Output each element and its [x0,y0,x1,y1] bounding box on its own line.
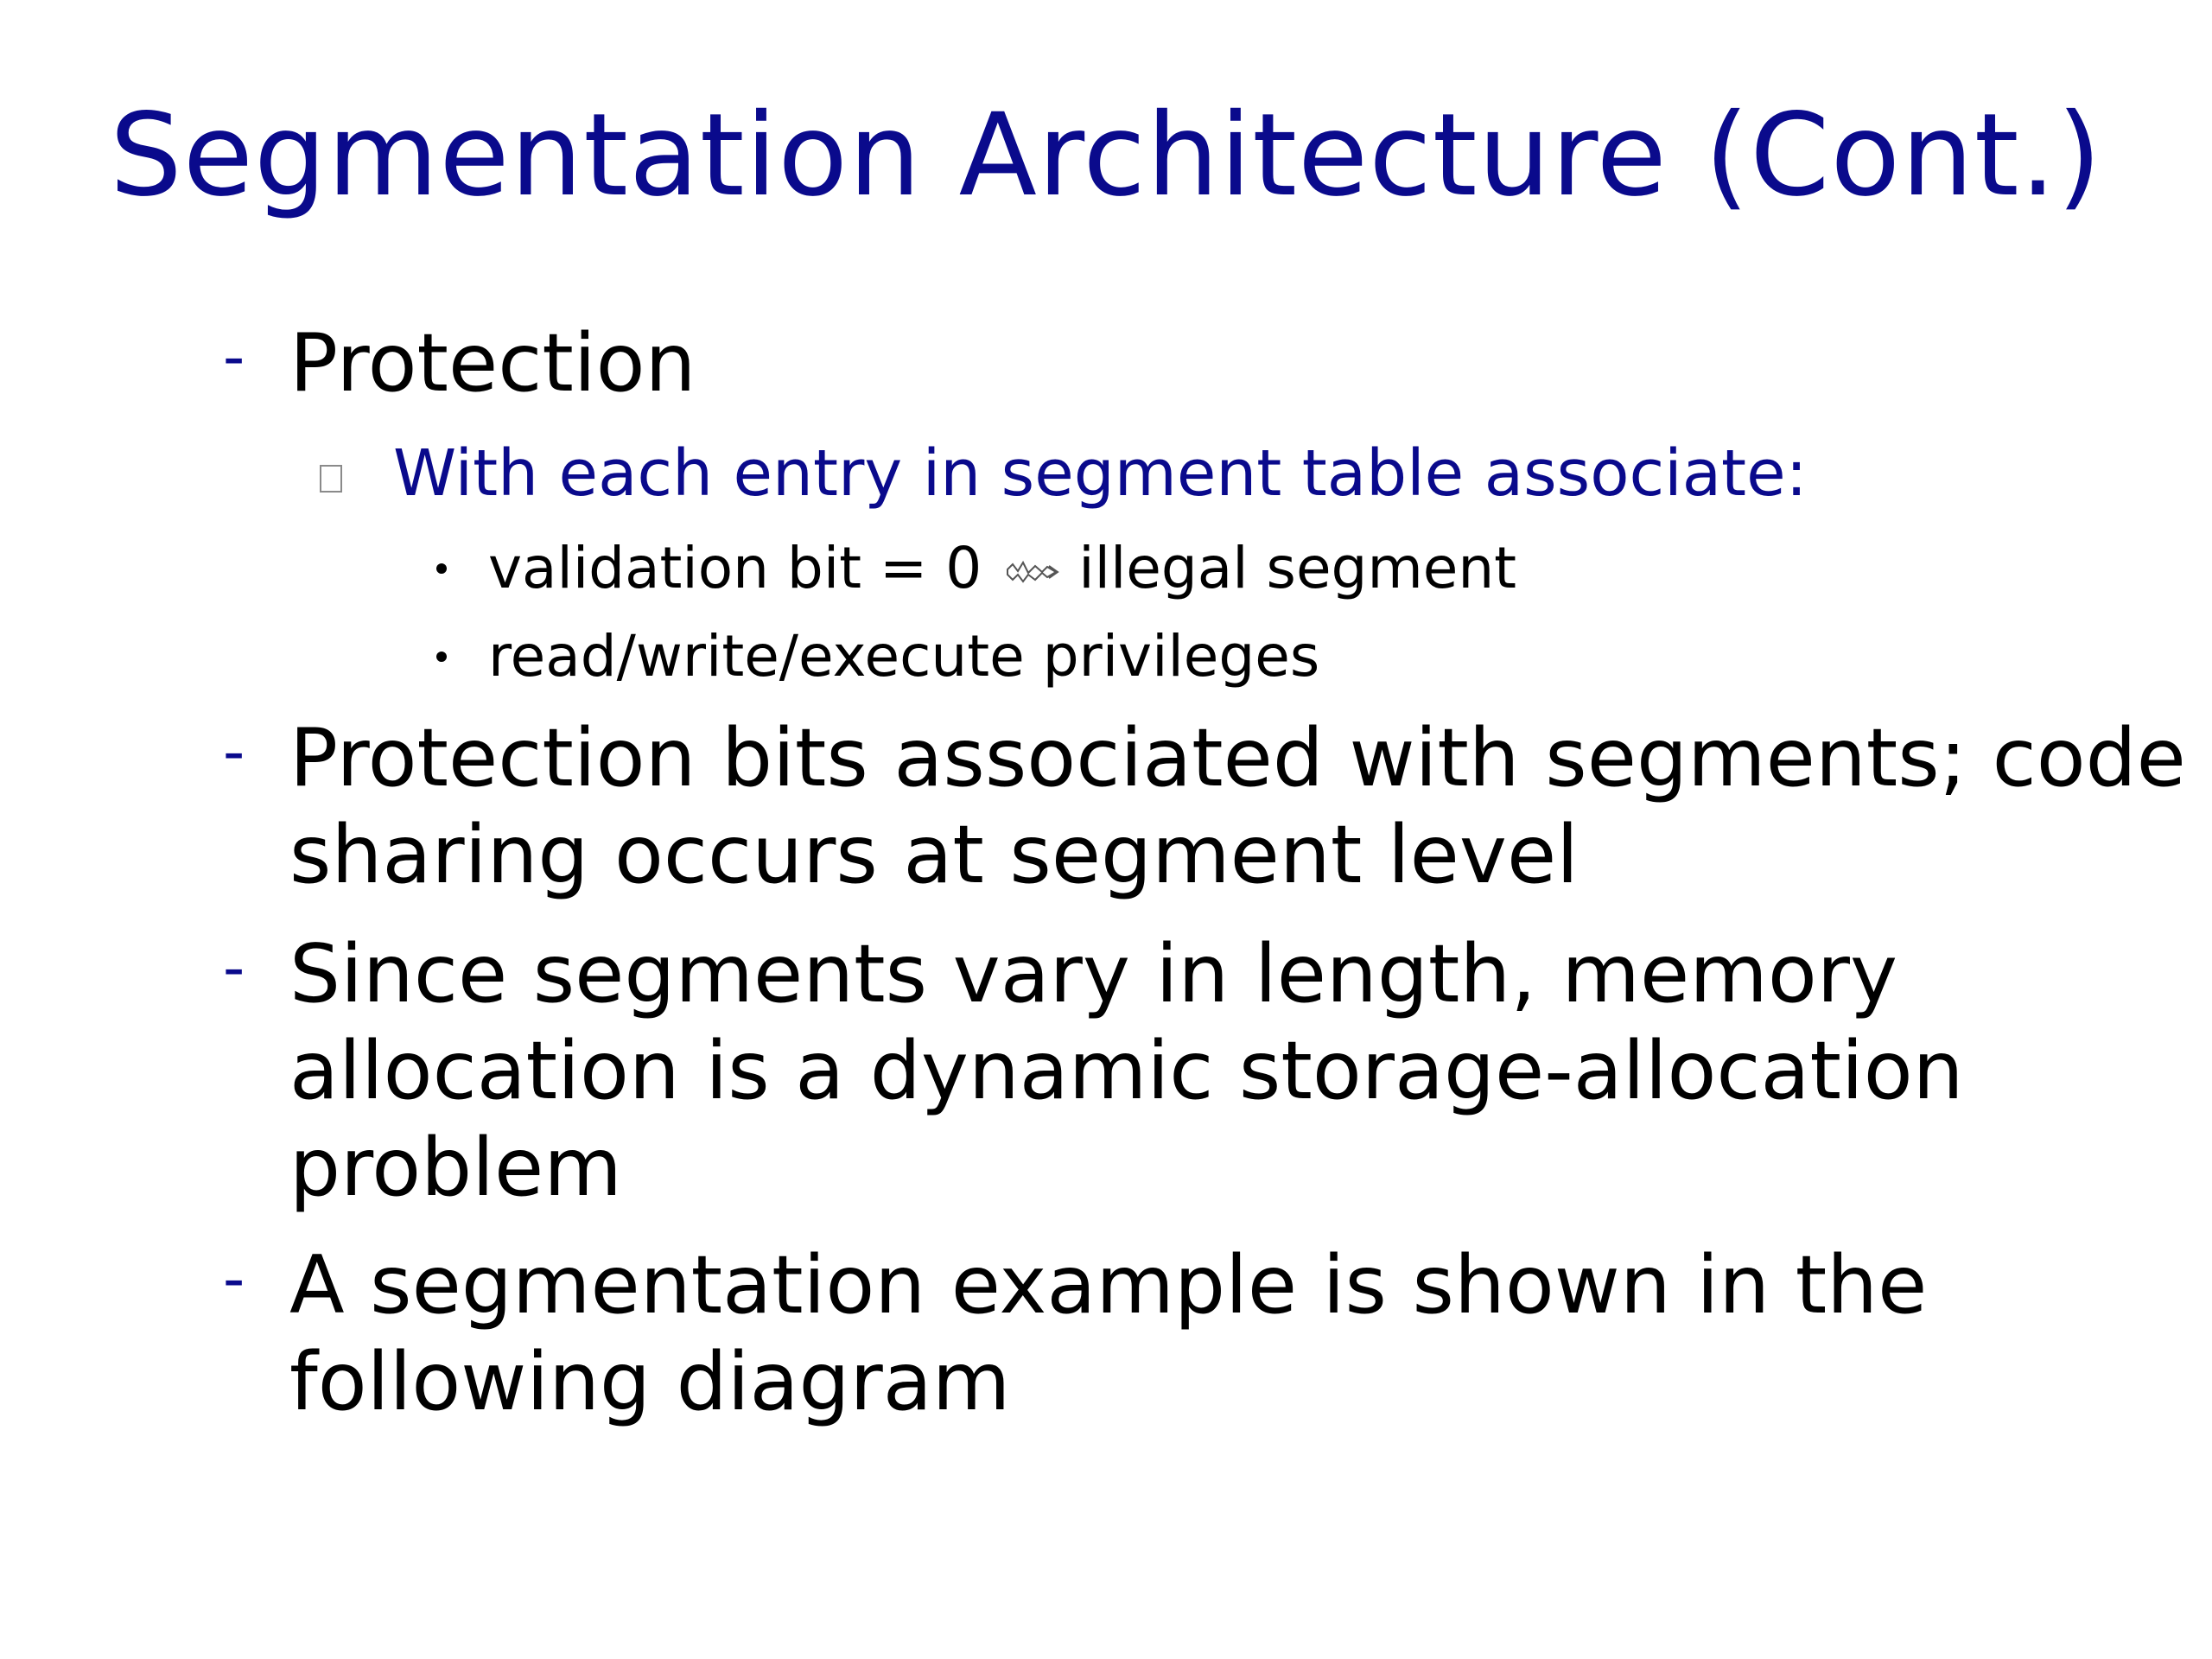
sub-sub-bullet-privileges: read/write/execute privileges [488,623,1320,690]
missing-glyph-box-icon [320,465,342,493]
bullet-text-line-2: sharing occurs at segment level [289,808,1579,901]
slide-title: Segmentation Architecture (Cont.) [109,89,2103,222]
sub-sub-bullet-validation [488,534,1516,603]
bullet-text: Protection [289,316,696,410]
dot-bullet-icon [436,652,447,662]
dash-bullet-icon: - [223,1243,245,1314]
illegal-segment-text: illegal segment [1078,535,1517,601]
bullet-text-line-1: Since segments vary in length, memory [289,927,1897,1020]
dash-bullet-icon: - [223,932,245,1003]
dash-bullet-icon: - [223,321,245,392]
bullet-text-line-2: allocation is a dynamic storage-allocation [289,1024,1964,1117]
dot-bullet-icon [436,563,447,574]
validation-bit-text: validation bit = 0 [488,535,982,601]
bullet-text-line-2: following diagram [289,1335,1011,1428]
bullet-text-line-1: A segmentation example is shown in the [289,1238,1928,1332]
right-arrow-icon [1004,557,1059,587]
bullet-text-line-3: problem [289,1121,622,1214]
dash-bullet-icon: - [223,716,245,787]
sub-bullet-text: With each entry in segment table associate: [393,436,1808,511]
bullet-text-line-1: Protection bits associated with segments; code [289,711,2186,804]
